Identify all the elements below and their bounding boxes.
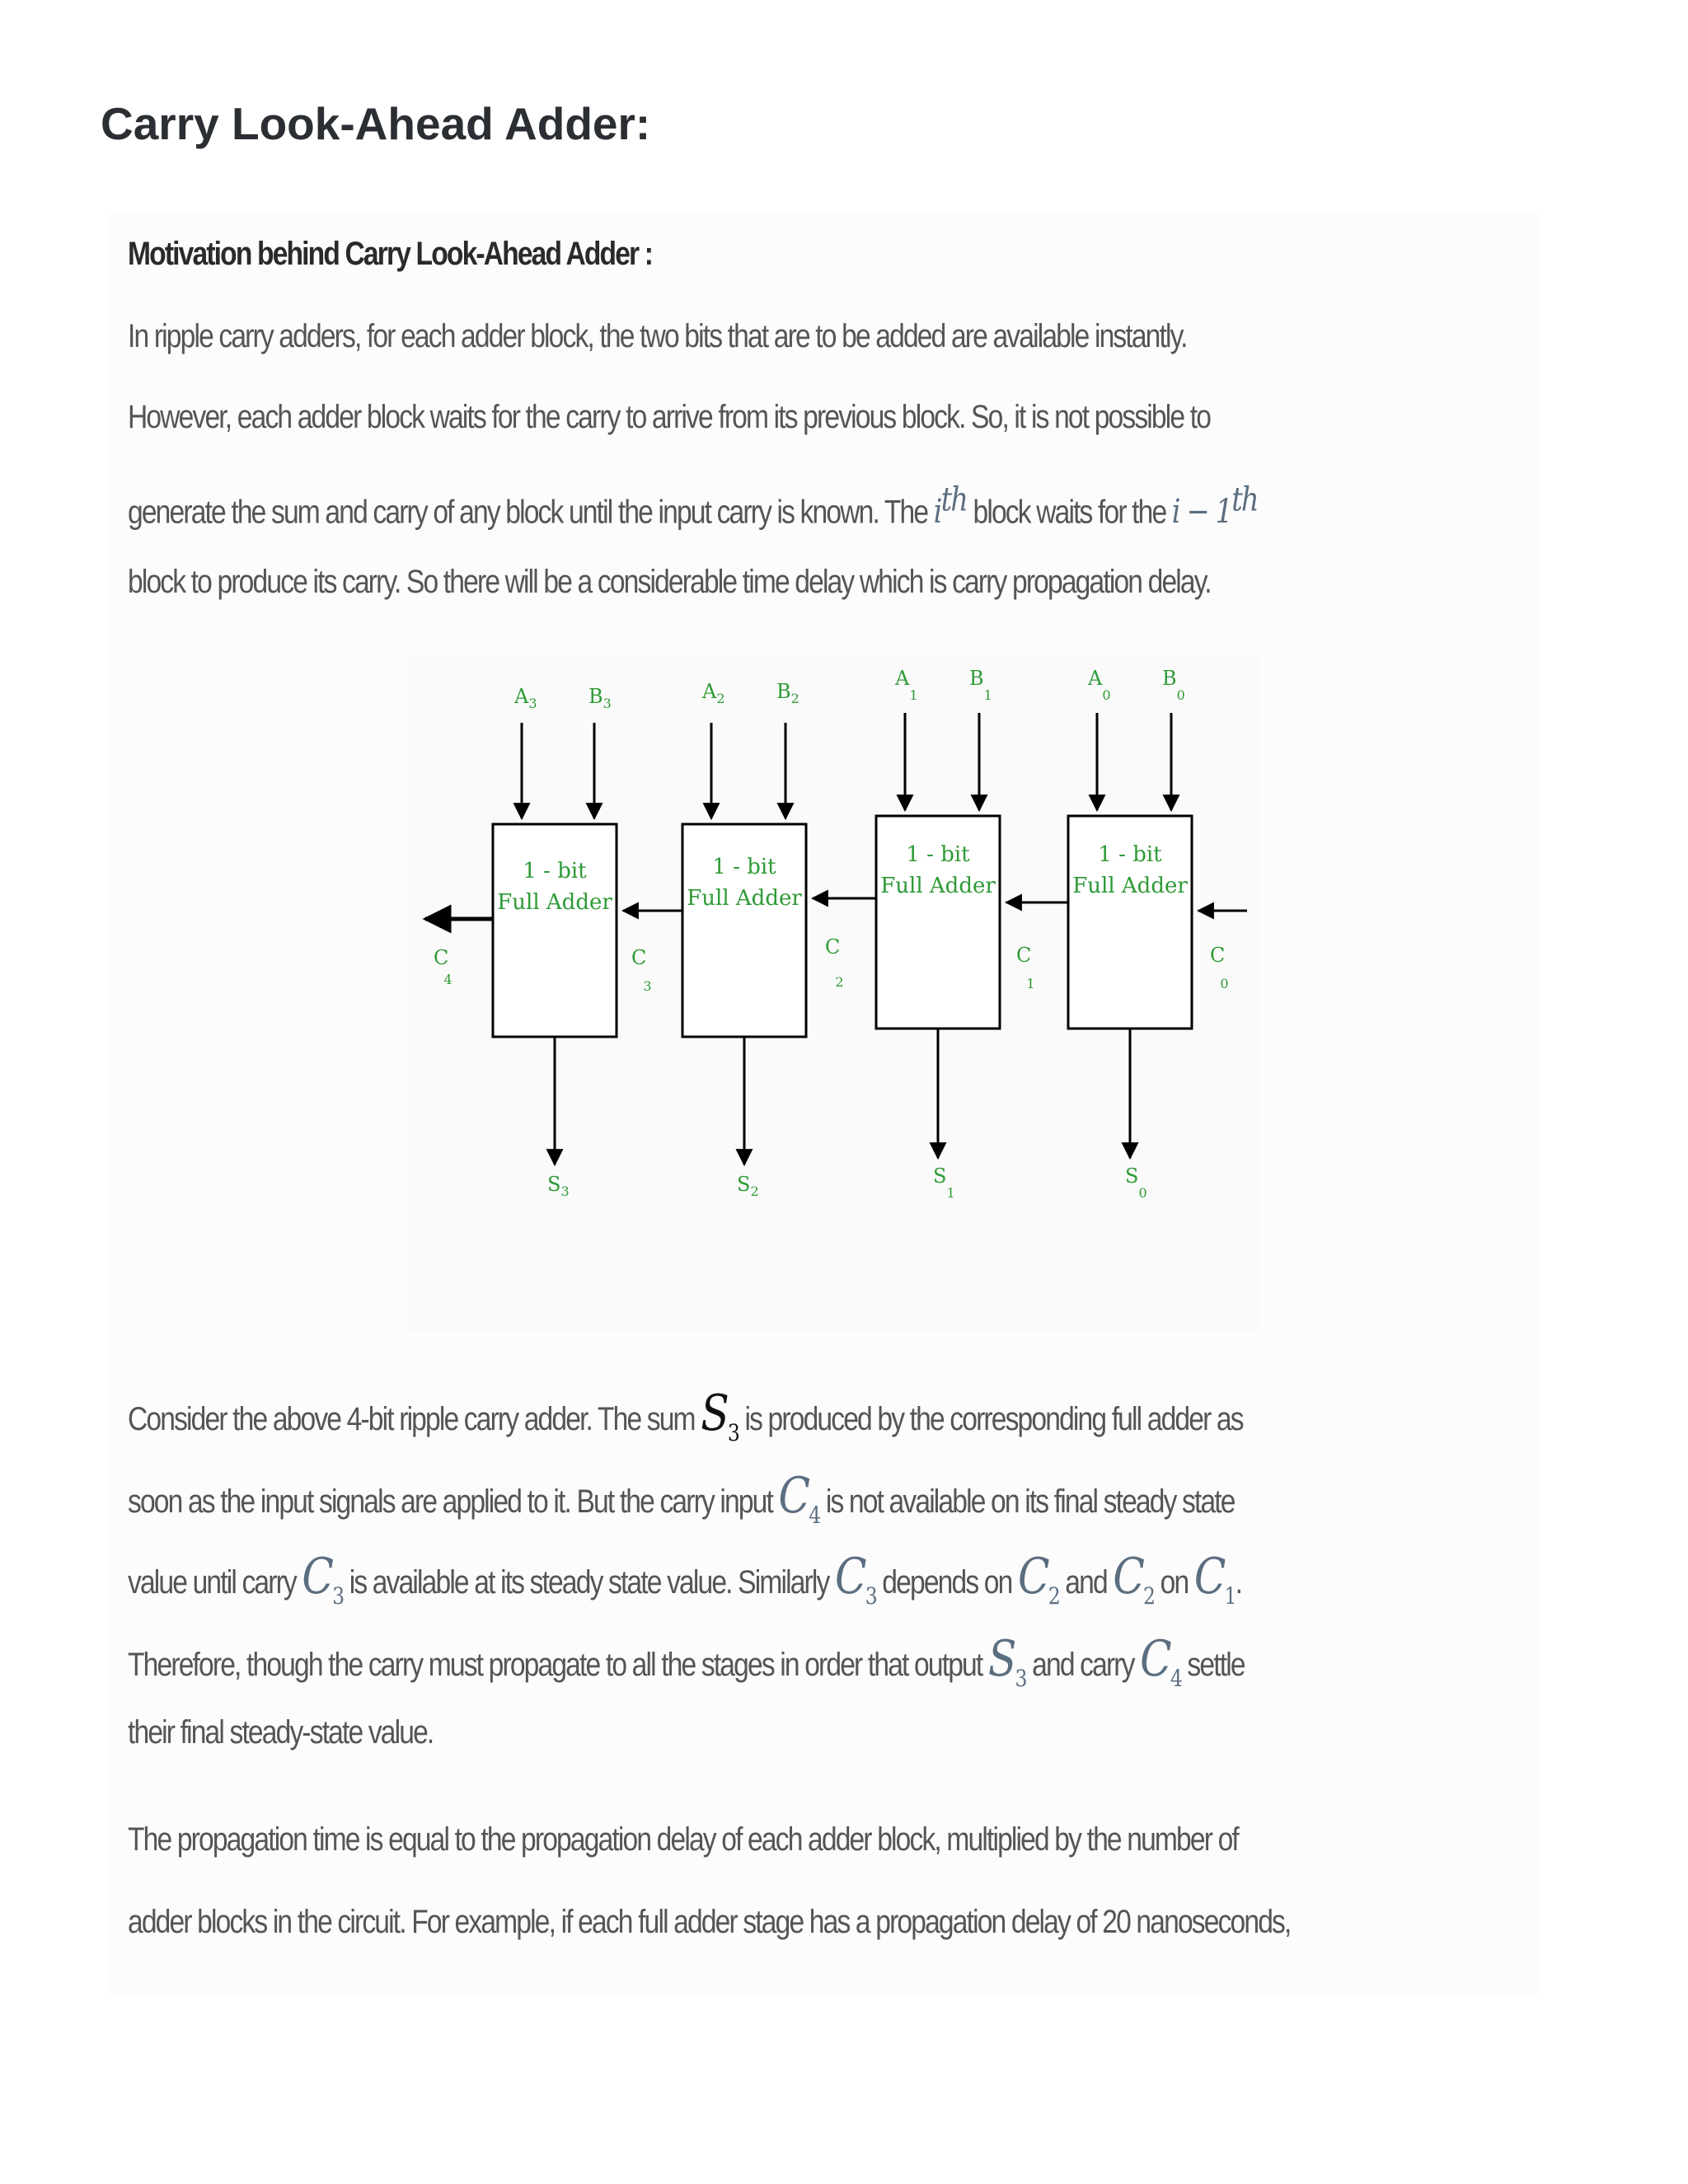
svg-text:S0: $S_0$ [1125, 1165, 1147, 1201]
ripple-carry-adder-diagram [402, 655, 1259, 1331]
svg-text:B1: $B_1$ [969, 667, 992, 703]
svg-text:B2: $B_2$ [776, 680, 799, 706]
paragraph-line [128, 481, 1258, 531]
math-c4: $C_4$ [1140, 1630, 1181, 1692]
math-i-minus-1: i − 1th [1171, 481, 1258, 532]
text-segment: generate the sum and carry of any block until the input carry is known. The [128, 494, 928, 531]
svg-text:A3: $A_3$ [514, 685, 537, 711]
math-s3: $S_3$ [701, 1385, 738, 1446]
full-adder-block-3 [493, 685, 617, 1199]
paragraph-line: soon as the input signals are applied to it. But the carry input $C_4$ is not available on its final steady state [128, 1467, 1235, 1529]
paragraph-line: their final steady-state value. [128, 1714, 434, 1750]
svg-text:A1: $A_1$ [895, 667, 918, 703]
page-title: Carry Look-Ahead Adder: [101, 98, 651, 149]
svg-text:Full Adder: Full Adder [880, 874, 996, 898]
svg-text:Full Adder: Full Adder [1072, 874, 1188, 898]
svg-text:A0: $A_0$ [1088, 667, 1111, 703]
math-c3: $C_3$ [302, 1548, 344, 1610]
carry-label-c0: C 0 [1210, 944, 1229, 991]
paragraph-line: value until carry $C_3$ is available at its steady state value. Similarly $C_3$ depends on $C_2$ and $C_2$ on $C_1$. [128, 1548, 1242, 1610]
svg-text:Full Adder: Full Adder [687, 886, 802, 911]
svg-text:B3: $B_3$ [588, 685, 612, 711]
svg-text:1 - bit: 1 - bit [1098, 842, 1162, 867]
paragraph-line: adder blocks in the circuit. For example, if each full adder stage has a propagation delay of 20 nanoseconds, [128, 1904, 1291, 1940]
math-c2: $C_2$ [1017, 1548, 1059, 1610]
paragraph-line: Consider the above 4-bit ripple carry adder. The sum $S_3$ is produced by the corresponding full adder as [128, 1385, 1243, 1446]
paragraph-line: block to produce its carry. So there will be a considerable time delay which is carry propagation delay. [128, 564, 1211, 600]
svg-text:1 - bit: 1 - bit [712, 855, 776, 879]
svg-text:S1: $S_1$ [933, 1165, 955, 1201]
svg-text:1 - bit: 1 - bit [523, 859, 587, 883]
full-adder-block-1 [876, 667, 1000, 1201]
svg-text:B0: $B_0$ [1162, 667, 1185, 703]
svg-text:S3: $S_3$ [547, 1173, 570, 1199]
carry-label-c4: C 4 [434, 946, 452, 987]
math-s3: $S_3$ [987, 1630, 1026, 1692]
text-segment: block waits for the [973, 494, 1166, 531]
paragraph-line: However, each adder block waits for the carry to arrive from its previous block. So, it is not possible to [128, 399, 1211, 435]
svg-text:A2: $A_2$ [702, 680, 725, 706]
math-c2: $C_2$ [1113, 1548, 1155, 1610]
carry-label-c3: C 3 [631, 946, 652, 994]
paragraph-line: In ripple carry adders, for each adder block, the two bits that are to be added are available instantly. [128, 318, 1187, 354]
math-c1: $C_1$ [1193, 1548, 1236, 1610]
math-c4: $C_4$ [778, 1467, 820, 1529]
full-adder-block-0 [1068, 667, 1192, 1201]
section-heading: Motivation behind Carry Look-Ahead Adder : [128, 236, 653, 272]
math-i: $i^{th}$ [933, 481, 968, 532]
svg-text:1 - bit: 1 - bit [906, 842, 970, 867]
carry-label-c2: C 2 [825, 935, 844, 990]
math-c3: $C_3$ [834, 1548, 876, 1610]
paragraph-line: The propagation time is equal to the propagation delay of each adder block, multiplied by the number of [128, 1821, 1238, 1858]
paragraph-line: Therefore, though the carry must propagate to all the stages in order that output $S_3$ and carry $C_4$ settle [128, 1630, 1245, 1692]
svg-text:Full Adder: Full Adder [497, 890, 612, 915]
carry-label-c1: C 1 [1016, 944, 1035, 991]
diagram-svg [402, 655, 1259, 1331]
full-adder-block-2 [682, 680, 806, 1199]
svg-text:S2: $S_2$ [737, 1173, 759, 1199]
